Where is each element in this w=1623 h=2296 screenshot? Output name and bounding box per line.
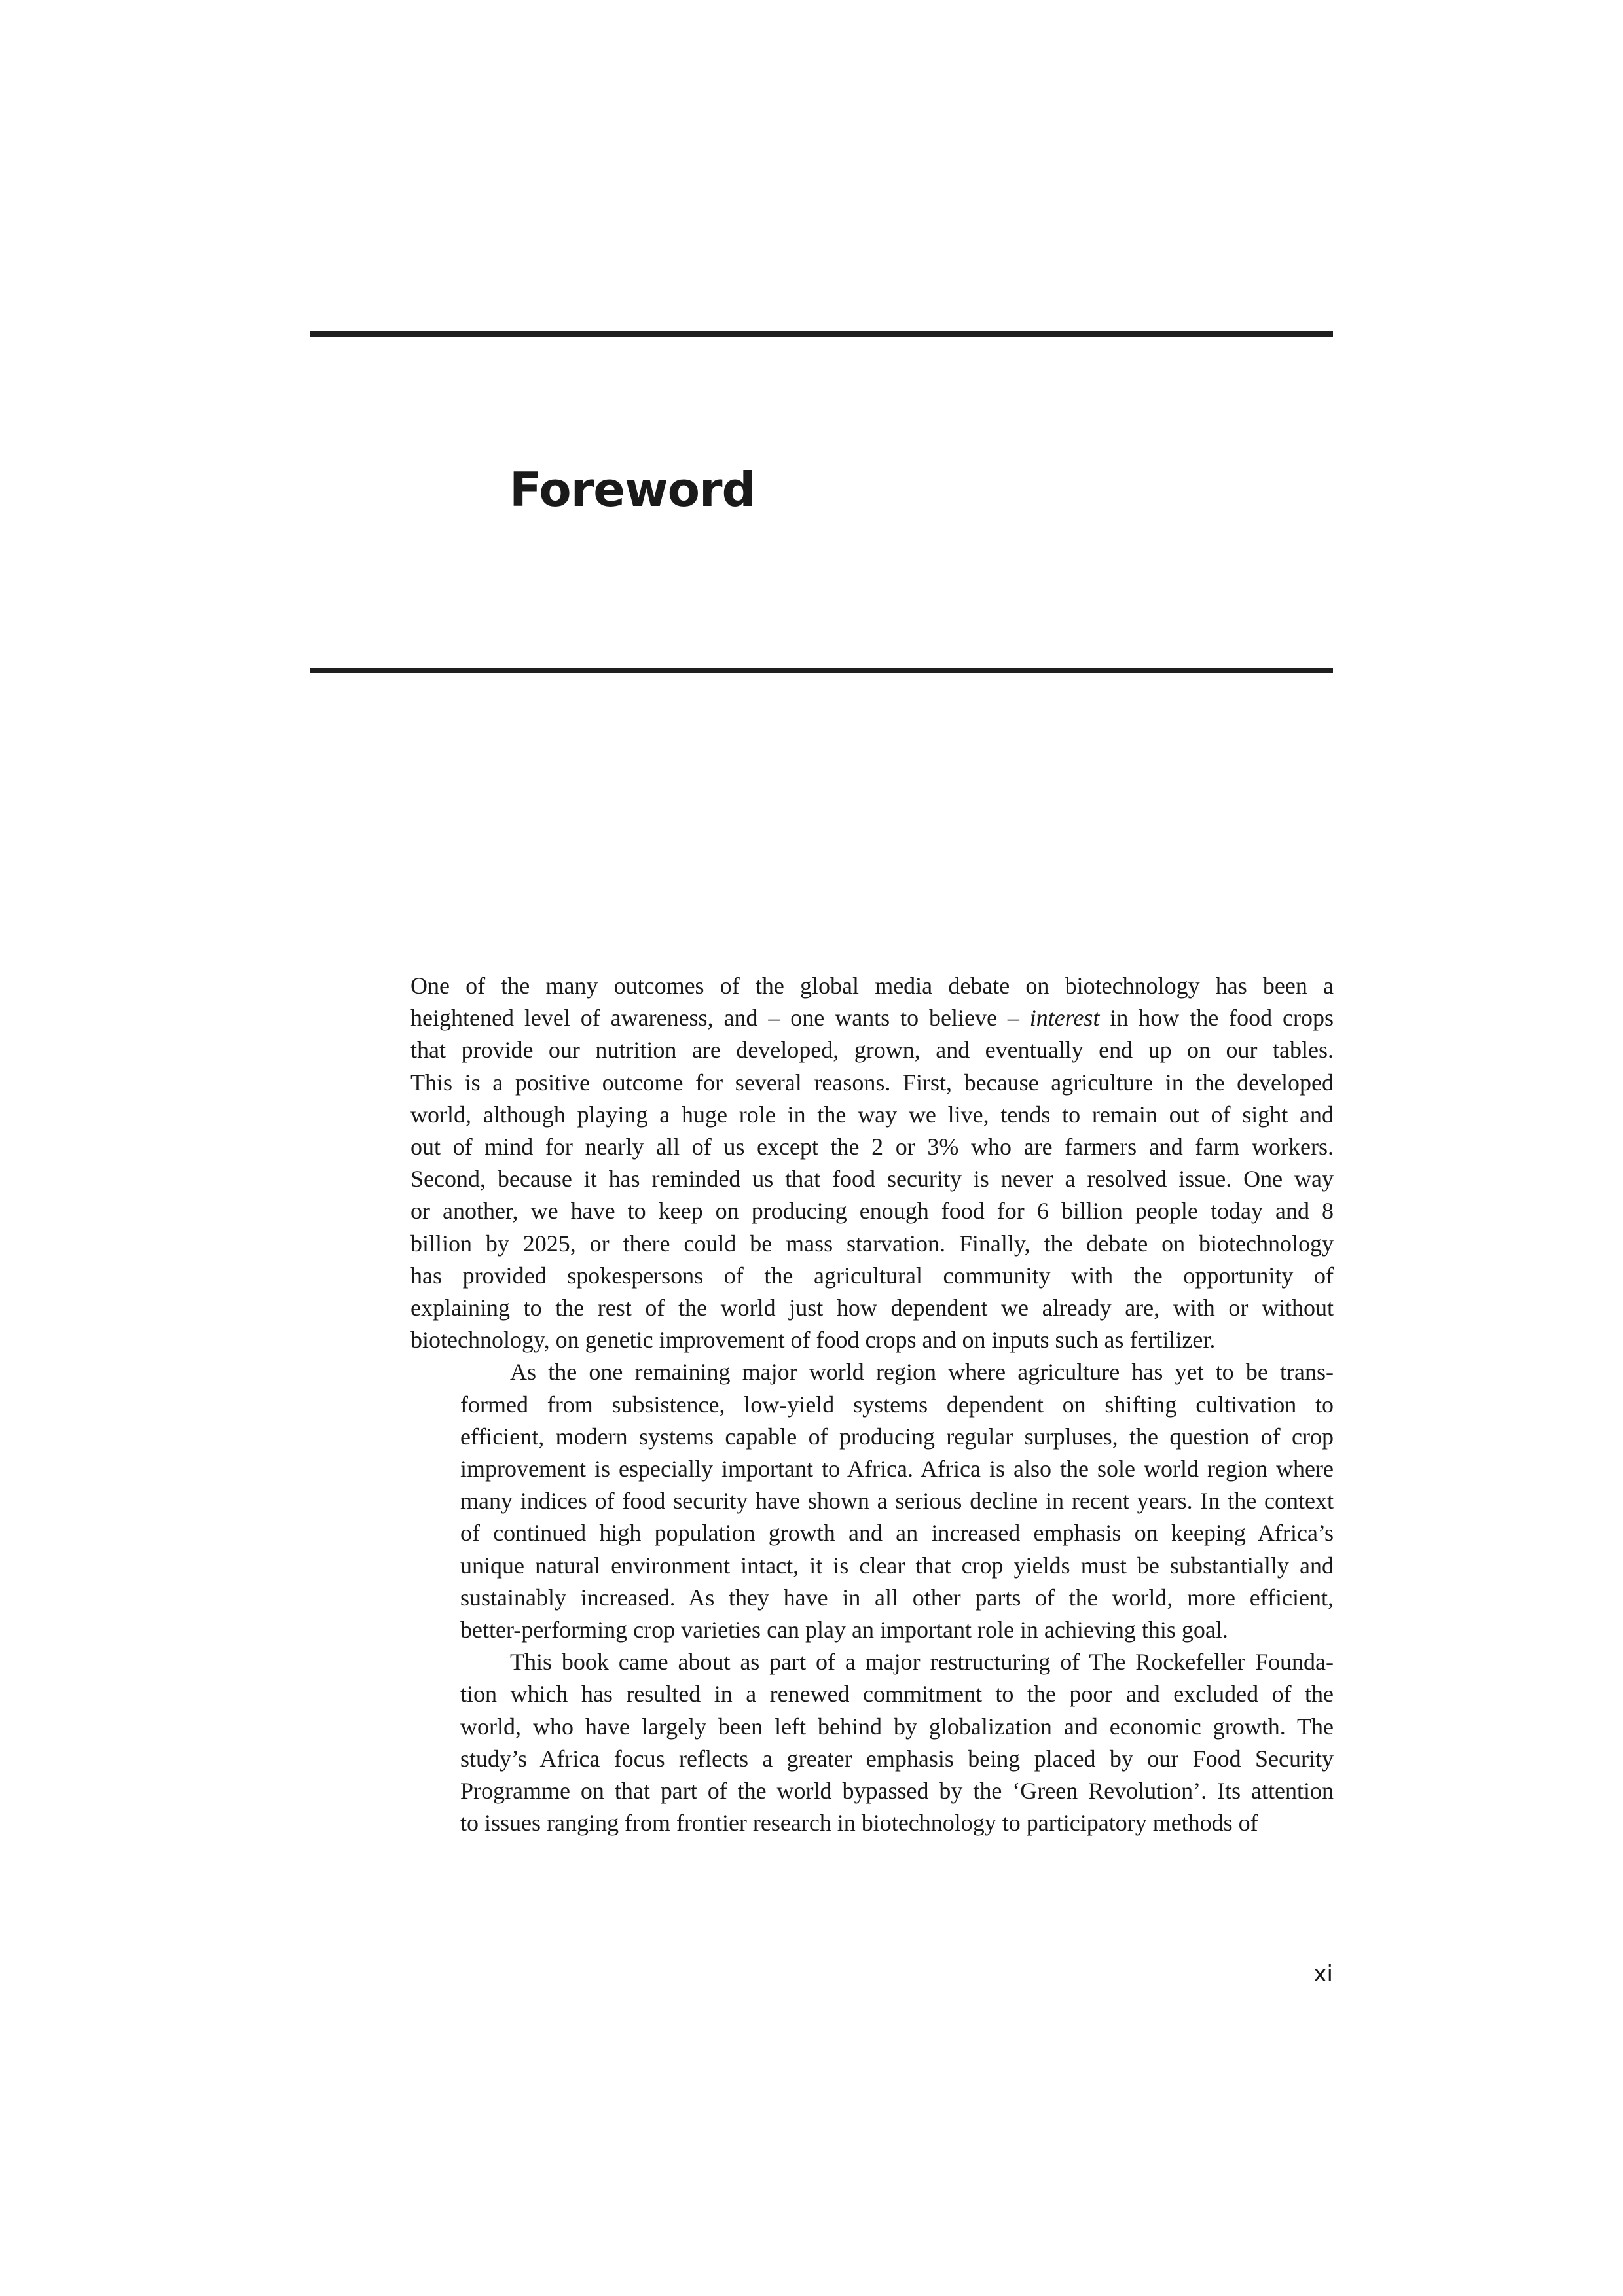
text-line [410,1034,1334,1066]
text-line [410,1550,1334,1582]
text-line [410,1711,1334,1743]
top-rule [310,331,1333,337]
foreword-body [410,970,1334,1839]
text-line [410,1743,1334,1775]
text-run: in how the food crops [1099,1005,1334,1031]
text-run: tion which has resulted in a renewed commitment to the poor and excluded of the [460,1681,1334,1708]
text-run: This book came about as part of a major restructuring of The Rockefeller Founda- [510,1649,1334,1676]
chapter-title: Foreword [509,462,756,517]
text-line [410,1292,1334,1324]
text-run: sustainably increased. As they have in all other parts of the world, more efficient, [460,1584,1334,1611]
text-line [410,1453,1334,1485]
text-line [410,1131,1334,1163]
text-line [410,1195,1334,1227]
text-run: study’s Africa focus reflects a greater emphasis being placed by our Food Security [460,1745,1334,1772]
text-run: many indices of food security have shown a serious decline in recent years. In the context [460,1488,1334,1515]
text-run: biotechnology, on genetic improvement of food crops and on inputs such as fertilizer. [410,1327,1216,1354]
text-run: One of the many outcomes of the global media debate on biotechnology has been a [410,973,1334,999]
text-line [410,1421,1334,1453]
text-run: of continued high population growth and an increased emphasis on keeping Africa’s [460,1520,1334,1547]
text-run: billion by 2025, or there could be mass starvation. Finally, the debate on biotechnology [410,1230,1334,1257]
text-line [410,1517,1334,1549]
text-line [410,970,1334,1002]
text-run: world, although playing a huge role in the way we live, tends to remain out of sight and [410,1101,1334,1128]
text-line [410,1067,1334,1099]
text-line [410,1356,1334,1388]
text-run: or another, we have to keep on producing enough food for 6 billion people today and 8 [410,1198,1334,1225]
text-line [410,1807,1334,1839]
paragraph-3 [410,1646,1334,1839]
text-run: improvement is especially important to Africa. Africa is also the sole world region where [460,1456,1334,1482]
text-run: world, who have largely been left behind by globalization and economic growth. The [460,1713,1334,1740]
text-line [410,1582,1334,1614]
text-line [410,1228,1334,1260]
text-run: to issues ranging from frontier research in biotechnology to participatory methods of [460,1810,1258,1837]
bottom-rule [310,668,1333,673]
text-line [410,1099,1334,1131]
text-run: out of mind for nearly all of us except the 2 or 3% who are farmers and farm workers. [410,1134,1334,1160]
text-run: This is a positive outcome for several reasons. First, because agriculture in the developed [410,1069,1334,1096]
text-line [410,1485,1334,1517]
paragraph-1 [410,970,1334,1356]
page-number: xi [1313,1961,1333,1987]
text-line [410,1163,1334,1195]
text-line [410,1775,1334,1807]
text-line [410,1324,1334,1356]
text-line [410,1614,1334,1646]
text-run: better-performing crop varieties can play an important role in achieving this goal. [460,1617,1228,1643]
text-run: efficient, modern systems capable of producing regular surpluses, the question of crop [460,1423,1334,1450]
text-run: explaining to the rest of the world just how dependent we already are, with or without [410,1295,1334,1321]
text-run: has provided spokespersons of the agricultural community with the opportunity of [410,1262,1334,1289]
text-run: Programme on that part of the world bypassed by the ‘Green Revolution’. Its attention [460,1778,1334,1804]
text-run: unique natural environment intact, it is clear that crop yields must be substantially and [460,1552,1334,1579]
text-line [410,1678,1334,1710]
text-run: Second, because it has reminded us that food security is never a resolved issue. One way [410,1166,1334,1193]
emphasis: interest [1029,1005,1100,1031]
text-run: that provide our nutrition are developed, grown, and eventually end up on our tables. [410,1037,1334,1064]
text-run: heightened level of awareness, and – one wants to believe – [410,1005,1030,1031]
text-run: formed from subsistence, low-yield systems dependent on shifting cultivation to [460,1391,1334,1418]
paragraph-2 [410,1356,1334,1646]
text-run: As the one remaining major world region where agriculture has yet to be trans- [510,1359,1334,1386]
text-line [410,1389,1334,1421]
text-line [410,1646,1334,1678]
text-line [410,1260,1334,1292]
text-line [410,1002,1334,1034]
